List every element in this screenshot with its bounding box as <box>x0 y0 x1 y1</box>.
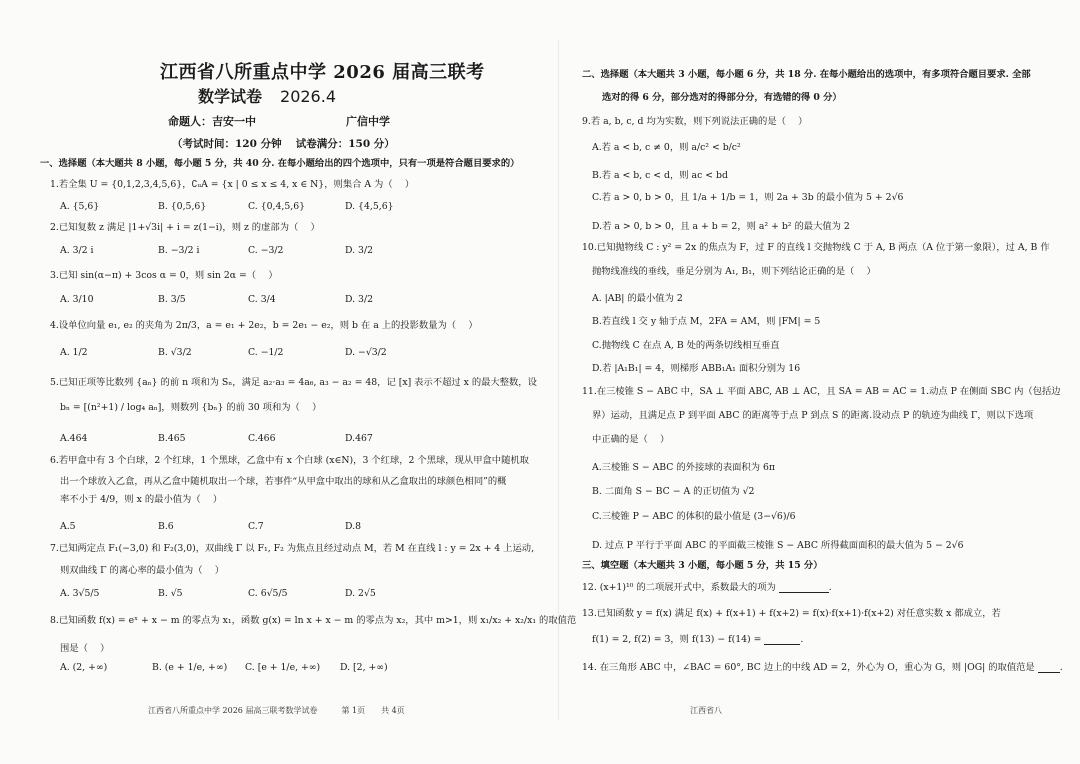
section-three-header: 三、填空题（本大题共 3 小题，每小题 5 分，共 15 分） <box>582 560 823 571</box>
question-13-line-2: f(1) = 2, f(2) = 3，则 f(13) − f(14) = . <box>592 634 804 645</box>
question-14-answer-blank <box>1038 664 1060 673</box>
q7-option-c: C. 6√5/5 <box>248 588 288 599</box>
page-two <box>572 0 1062 764</box>
question-6-line-3: 率不小于 4/9，则 x 的最小值为（ ） <box>60 494 223 505</box>
question-10-line-1: 10.已知抛物线 C : y² = 2x 的焦点为 F，过 F 的直线 l 交抛物线 C 于 A, B 两点（A 位于第一象限），过 A, B 作 <box>582 242 1050 253</box>
section-two-header-line-2: 选对的得 6 分，部分选对的得部分分，有选错的得 0 分） <box>602 92 842 103</box>
page-one <box>40 0 577 764</box>
question-11-line-2: 界）运动，且满足点 P 到平面 ABC 的距离等于点 P 到点 S 的距离.设动点 P 的轨迹为曲线 Γ，则以下选项 <box>592 410 1034 421</box>
section-two-header-line-1: 二、选择题（本大题共 3 小题，每小题 6 分，共 18 分. 在每小题给出的选项中，有多项符合题目要求. 全部 <box>582 69 1031 80</box>
q2-option-c: C. −3/2 <box>248 245 284 256</box>
question-4: 4.设单位向量 e₁, e₂ 的夹角为 2π/3，a = e₁ + 2e₂，b = 2e₁ − e₂，则 b 在 a 上的投影数量为（ ） <box>50 320 478 331</box>
q2-option-a: A. 3/2 i <box>60 245 94 256</box>
q3-option-b: B. 3/5 <box>158 294 186 305</box>
q3-option-c: C. 3/4 <box>248 294 276 305</box>
question-14: 14. 在三角形 ABC 中，∠BAC = 60°, BC 边上的中线 AD = 2，外心为 O，重心为 G，则 |OG| 的取值范是 . <box>582 662 1063 673</box>
q5-option-b: B.465 <box>158 433 186 444</box>
q7-option-d: D. 2√5 <box>345 588 376 599</box>
question-11-line-1: 11.在三棱锥 S − ABC 中，SA ⊥ 平面 ABC, AB ⊥ AC，且 SA = AB = AC = 1.动点 P 在侧面 SBC 内（包括边 <box>582 386 1061 397</box>
q4-option-c: C. −1/2 <box>248 347 284 358</box>
question-2: 2.已知复数 z 满足 |1+√3i| + i = z(1−i)，则 z 的虚部为（ ） <box>50 222 320 233</box>
q1-option-d: D. {4,5,6} <box>345 201 394 212</box>
q10-option-b: B.若直线 l 交 y 轴于点 M，2FA = AM，则 |FM| = 5 <box>592 316 821 327</box>
q4-option-b: B. √3/2 <box>158 347 192 358</box>
author-two: 广信中学 <box>346 115 390 128</box>
question-7-line-2: 则双曲线 Γ 的离心率的最小值为（ ） <box>60 565 225 576</box>
exam-title: 江西省八所重点中学 2026 届高三联考 <box>160 62 485 83</box>
q9-option-a: A.若 a < b, c ≠ 0，则 a/c² < b/c² <box>592 142 741 153</box>
q6-option-b: B.6 <box>158 521 174 532</box>
q11-option-a: A.三棱锥 S − ABC 的外接球的表面积为 6π <box>592 462 776 473</box>
q3-option-d: D. 3/2 <box>345 294 373 305</box>
question-13-text: f(1) = 2, f(2) = 3，则 f(13) − f(14) = <box>592 634 762 645</box>
q7-option-a: A. 3√5/5 <box>60 588 100 599</box>
q1-option-b: B. {0,5,6} <box>158 201 207 212</box>
q10-option-d: D.若 |A₁B₁| = 4，则梯形 ABB₁A₁ 面积分别为 16 <box>592 363 801 374</box>
q8-option-c: C. [e + 1/e, +∞) <box>245 662 321 673</box>
question-11-line-3: 中正确的是（ ） <box>592 434 670 445</box>
question-13-answer-blank <box>764 636 800 645</box>
q5-option-a: A.464 <box>60 433 88 444</box>
question-8-line-2: 围是（ ） <box>60 643 110 654</box>
q4-option-a: A. 1/2 <box>60 347 88 358</box>
question-1: 1.若全集 U = {0,1,2,3,4,5,6}，∁ᵤA = {x | 0 ≤ x ≤ 4, x ∈ N}，则集合 A 为（ ） <box>50 179 415 190</box>
question-10-line-2: 抛物线准线的垂线，垂足分别为 A₁, B₁，则下列结论正确的是（ ） <box>592 266 876 277</box>
q2-option-d: D. 3/2 <box>345 245 373 256</box>
q5-option-d: D.467 <box>345 433 373 444</box>
question-5-line-1: 5.已知正项等比数列 {aₙ} 的前 n 项和为 Sₙ，满足 a₂·a₃ = 4a₆, a₃ − a₂ = 48，记 [x] 表示不超过 x 的最大整数，设 <box>50 377 537 388</box>
section-one-header: 一、选择题（本大题共 8 小题，每小题 5 分，共 40 分. 在每小题给出的四个选项中，只有一项是符合题目要求的） <box>40 158 520 169</box>
exam-info: （考试时间：120 分钟 试卷满分：150 分） <box>172 138 395 150</box>
page-one-footer: 江西省八所重点中学 2026 届高三联考数学试卷 第 1页 共 4页 <box>148 706 405 715</box>
q2-option-b: B. −3/2 i <box>158 245 200 256</box>
question-14-text: 14. 在三角形 ABC 中，∠BAC = 60°, BC 边上的中线 AD = 2，外心为 O，重心为 G，则 |OG| 的取值范是 <box>582 662 1035 673</box>
q9-option-d: D.若 a > 0, b > 0，且 a + b = 2，则 a² + b² 的最大值为 2 <box>592 221 850 232</box>
q8-option-d: D. [2, +∞) <box>340 662 388 673</box>
question-9: 9.若 a, b, c, d 均为实数，则下列说法正确的是（ ） <box>582 116 808 127</box>
question-12: 12. (x+1)¹⁰ 的二项展开式中，系数最大的项为 . <box>582 582 832 593</box>
q4-option-d: D. −√3/2 <box>345 347 387 358</box>
q7-option-b: B. √5 <box>158 588 183 599</box>
author-one: 命题人：吉安一中 <box>168 115 256 128</box>
question-5-line-2: bₙ = [(n²+1) / log₄ aₙ]，则数列 {bₙ} 的前 30 项和为（ ） <box>60 402 322 413</box>
q10-option-c: C.抛物线 C 在点 A, B 处的两条切线相互垂直 <box>592 340 780 351</box>
question-6-line-2: 出一个球放入乙盒，再从乙盒中随机取出一个球，若事件“从甲盒中取出的球和从乙盒取出的球颜色相同”的概 <box>60 476 507 487</box>
q6-option-c: C.7 <box>248 521 264 532</box>
exam-authors <box>168 113 390 129</box>
q9-option-c: C.若 a > 0, b > 0，且 1/a + 1/b = 1，则 2a + 3b 的最小值为 5 + 2√6 <box>592 192 904 203</box>
q11-option-c: C.三棱锥 P − ABC 的体积的最小值是 (3−√6)/6 <box>592 511 796 522</box>
q11-option-d: D. 过点 P 平行于平面 ABC 的平面截三棱锥 S − ABC 所得截面面积的最大值为 5 − 2√6 <box>592 540 964 551</box>
q5-option-c: C.466 <box>248 433 276 444</box>
q9-option-b: B.若 a < b, c < d，则 ac < bd <box>592 170 728 181</box>
q8-option-a: A. (2, +∞) <box>60 662 108 673</box>
q10-option-a: A. |AB| 的最小值为 2 <box>592 293 683 304</box>
q8-option-b: B. (e + 1/e, +∞) <box>152 662 228 673</box>
q6-option-a: A.5 <box>60 521 76 532</box>
exam-subtitle <box>198 84 336 107</box>
q1-option-c: C. {0,4,5,6} <box>248 201 306 212</box>
q6-option-d: D.8 <box>345 521 361 532</box>
q3-option-a: A. 3/10 <box>60 294 94 305</box>
question-12-text: 12. (x+1)¹⁰ 的二项展开式中，系数最大的项为 <box>582 582 776 593</box>
question-8-line-1: 8.已知函数 f(x) = eˣ + x − m 的零点为 x₁，函数 g(x) = ln x + x − m 的零点为 x₂，其中 m>1，则 x₁/x₂ + x₂/x₁ 的取值范 <box>50 615 577 626</box>
q1-option-a: A. {5,6} <box>60 201 100 212</box>
subject-name: 数学试卷 <box>198 87 263 106</box>
page-two-footer: 江西省八 <box>690 706 722 715</box>
q11-option-b: B. 二面角 S − BC − A 的正切值为 √2 <box>592 486 755 497</box>
question-7-line-1: 7.已知两定点 F₁(−3,0) 和 F₂(3,0)，双曲线 Γ 以 F₁, F₂ 为焦点且经过动点 M，若 M 在直线 l : y = 2x + 4 上运动, <box>50 543 535 554</box>
question-6-line-1: 6.若甲盒中有 3 个白球，2 个红球，1 个黑球，乙盒中有 x 个白球 (x∈N)，3 个红球，2 个黑球，现从甲盒中随机取 <box>50 455 529 466</box>
question-13-line-1: 13.已知函数 y = f(x) 满足 f(x) + f(x+1) + f(x+2) = f(x)·f(x+1)·f(x+2) 对任意实数 x 都成立，若 <box>582 608 1001 619</box>
question-12-answer-blank <box>779 584 829 593</box>
exam-date: 2026.4 <box>280 87 336 106</box>
question-3: 3.已知 sin(α−π) + 3cos α = 0，则 sin 2α =（ ） <box>50 270 278 281</box>
